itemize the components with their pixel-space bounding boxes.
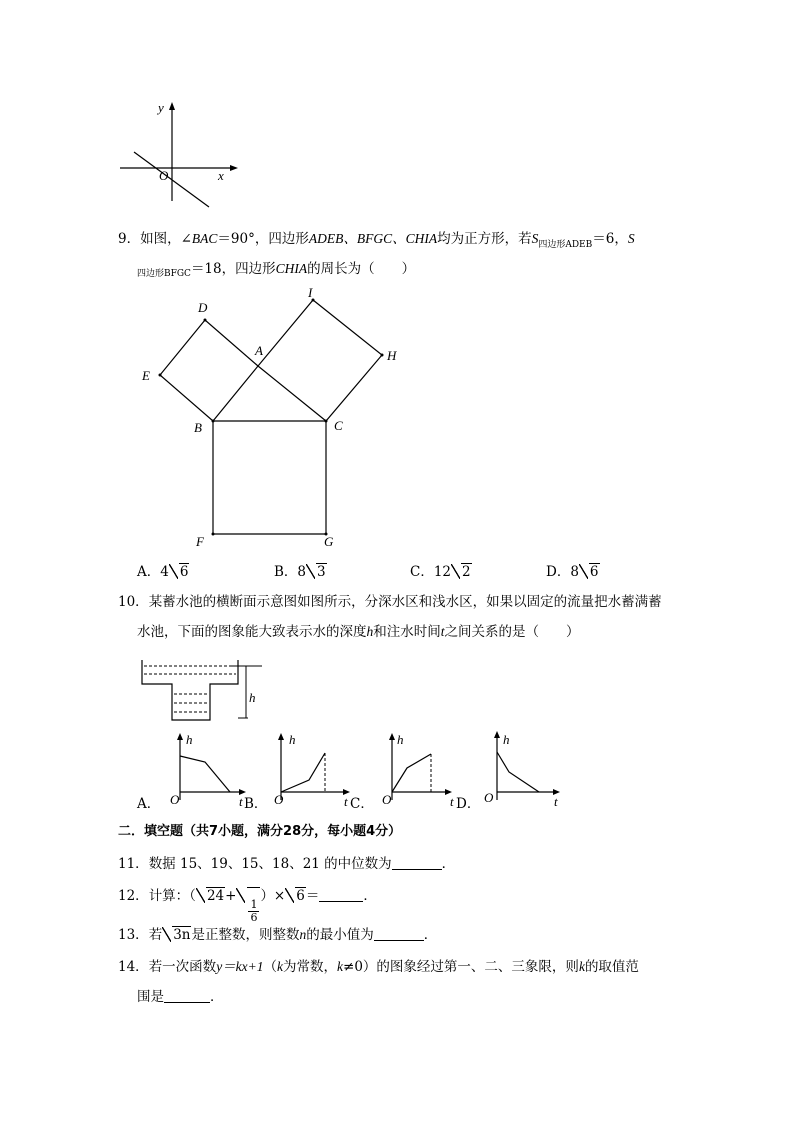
q9-text-b: ＝90°，四边形: [217, 231, 309, 247]
q10-var-t: t: [440, 624, 445, 639]
q10-text-1: 某蓄水池的横断面示意图如图所示，分深水区和浅水区，如果以固定的流量把水蓄满蓄: [148, 594, 662, 610]
q12-radical-2: 6: [285, 886, 306, 906]
water-levels: [144, 666, 236, 712]
q9-number: 9．: [118, 231, 141, 247]
angle-name: BAC: [191, 231, 218, 246]
graph-b-label[interactable]: B．: [244, 796, 268, 812]
svg-text:h: h: [503, 732, 510, 747]
option-a-label: A．: [137, 564, 161, 580]
q9-text-a: 如图，∠: [140, 231, 192, 247]
q12-end: ．: [363, 888, 377, 904]
point-E: E: [142, 368, 150, 383]
graph-a[interactable]: [170, 732, 246, 809]
graph-c[interactable]: [382, 732, 454, 809]
graph-d-label[interactable]: D．: [456, 796, 481, 812]
svg-text:t: t: [450, 794, 454, 809]
svg-text:h: h: [186, 732, 193, 747]
option-b-radical: 3: [306, 562, 327, 582]
square-names: ADEB、BFGC、CHIA: [308, 231, 438, 246]
q14-answer-blank[interactable]: [164, 988, 210, 1003]
square-ADEB: [160, 320, 258, 421]
q11-end: ．: [441, 856, 456, 872]
q14-number: 14．: [118, 959, 149, 975]
section-heading: 二．填空题（共7小题，满分28分，每小题4分）: [118, 824, 402, 839]
q9-text-c: 均为正方形，若: [437, 231, 532, 247]
option-a-coef: 4: [160, 564, 169, 580]
q9-option-d[interactable]: [546, 562, 600, 582]
y-axis-label: y: [158, 100, 164, 115]
q9-text-e: ＝18，四边形: [190, 261, 276, 277]
q12-mid: ）×: [260, 888, 286, 904]
q12-answer-blank[interactable]: [319, 887, 363, 902]
q14-end: ．: [210, 989, 224, 1005]
q14-var-k1: k: [277, 959, 284, 974]
q14-text-e: 的取值范: [584, 959, 639, 975]
option-c-radical: 2: [451, 562, 472, 582]
quad-name: CHIA: [275, 261, 308, 276]
q10-text-2c: 之间关系的是（ ）: [444, 624, 580, 640]
q14-line1: [118, 957, 639, 977]
square-CHIA: [258, 300, 382, 421]
q9-option-a[interactable]: [137, 562, 189, 582]
q13-var-n: n: [299, 927, 307, 942]
q13-answer-blank[interactable]: [374, 926, 424, 941]
q13-radical: 3n: [162, 925, 191, 945]
q11: [118, 854, 455, 874]
option-c-label: C．: [410, 564, 434, 580]
option-d-radical: 6: [579, 562, 600, 582]
x-axis-label: x: [218, 168, 224, 183]
q10-line2: [137, 622, 580, 642]
point-D: D: [198, 300, 208, 315]
x-axis-arrow: [230, 165, 238, 171]
q14-line2: [137, 987, 224, 1007]
q12: [118, 886, 377, 924]
q14-text-b: （: [263, 959, 278, 975]
svg-text:t: t: [239, 794, 243, 809]
q9-line2: [137, 259, 415, 281]
q14-var-k3: k: [578, 959, 585, 974]
q9-option-c[interactable]: [410, 562, 472, 582]
area-subscript-2: 四边形BFGC: [137, 269, 191, 279]
svg-text:t: t: [554, 794, 558, 809]
point-I: I: [308, 285, 313, 300]
q12-radical-frac: [236, 886, 260, 924]
graph-a-label[interactable]: A．: [137, 796, 161, 812]
q9-option-b[interactable]: [274, 562, 327, 582]
pool-outline: [142, 660, 238, 720]
q12-radical-1: 24: [196, 886, 225, 906]
q14-function: y＝kx+1: [216, 959, 264, 974]
q9-text-f: 的周长为（ ）: [307, 261, 416, 277]
q10-var-h: h: [366, 624, 374, 639]
q9-text-d: ＝6，: [592, 231, 628, 247]
svg-text:O: O: [382, 792, 392, 807]
q12-eq: ＝: [305, 888, 320, 904]
option-a-radical: 6: [169, 562, 190, 582]
q14-text-c: 为常数，: [283, 959, 338, 975]
svg-text:O: O: [170, 792, 180, 807]
svg-text:O: O: [484, 790, 494, 805]
area-symbol: S: [531, 231, 539, 246]
q13-mid: 是正整数，则整数: [191, 927, 300, 943]
q11-number: 11．: [118, 856, 149, 872]
q14-text-f: 围是: [137, 989, 164, 1005]
q13-end: ．: [423, 927, 438, 943]
svg-text:h: h: [289, 732, 296, 747]
point-H: H: [387, 348, 397, 363]
graph-c-label[interactable]: C．: [350, 796, 374, 812]
q12-pre: 计算：（: [148, 888, 196, 904]
depth-label: h: [249, 690, 256, 705]
q14-text-a: 若一次函数: [148, 959, 217, 975]
option-d-coef: 8: [570, 564, 579, 580]
q13-number: 13．: [118, 927, 149, 943]
svg-text:h: h: [397, 732, 404, 747]
option-b-coef: 8: [297, 564, 307, 580]
q9-line1: [118, 229, 635, 251]
q12-number: 12．: [118, 888, 149, 904]
q12-fraction: $\frac{1}{6}$: [250, 898, 258, 924]
option-c-coef: 12: [433, 564, 452, 580]
pool-cross-section: [138, 656, 268, 726]
graph-b[interactable]: [274, 732, 350, 809]
q9-squares-figure: [138, 284, 408, 554]
q10-text-2b: 和注水时间: [373, 624, 441, 640]
option-b-label: B．: [274, 564, 298, 580]
point-A: A: [255, 343, 263, 358]
point-G: G: [324, 534, 334, 549]
area-subscript-1: 四边形ADEB: [538, 240, 593, 250]
q14-text-d: ≠0）的图象经过第一、二、三象限，则: [343, 959, 579, 975]
point-F: F: [196, 534, 204, 549]
q10-number: 10．: [118, 594, 149, 610]
q13: [118, 925, 437, 945]
q14-var-k2: k: [337, 959, 344, 974]
q10-text-2a: 水池，下面的图象能大致表示水的深度: [137, 624, 367, 640]
graph-d[interactable]: [484, 731, 560, 809]
svg-text:t: t: [344, 794, 348, 809]
svg-text:O: O: [274, 792, 284, 807]
q11-answer-blank[interactable]: [392, 855, 442, 870]
point-B: B: [194, 420, 202, 435]
square-BFGC: [213, 421, 326, 534]
coordinate-axes-figure: [112, 98, 242, 210]
q13-post: 的最小值为: [306, 927, 374, 943]
point-C: C: [334, 418, 343, 433]
q12-plus: +: [225, 888, 237, 904]
y-axis-arrow: [169, 102, 175, 110]
area-symbol-2: S: [627, 231, 635, 246]
option-d-label: D．: [546, 564, 571, 580]
origin-label: O: [159, 168, 169, 183]
q11-text: 数据 15、19、15、18、21 的中位数为: [148, 856, 392, 872]
q13-pre: 若: [148, 927, 163, 943]
q10-line1: [118, 592, 662, 612]
